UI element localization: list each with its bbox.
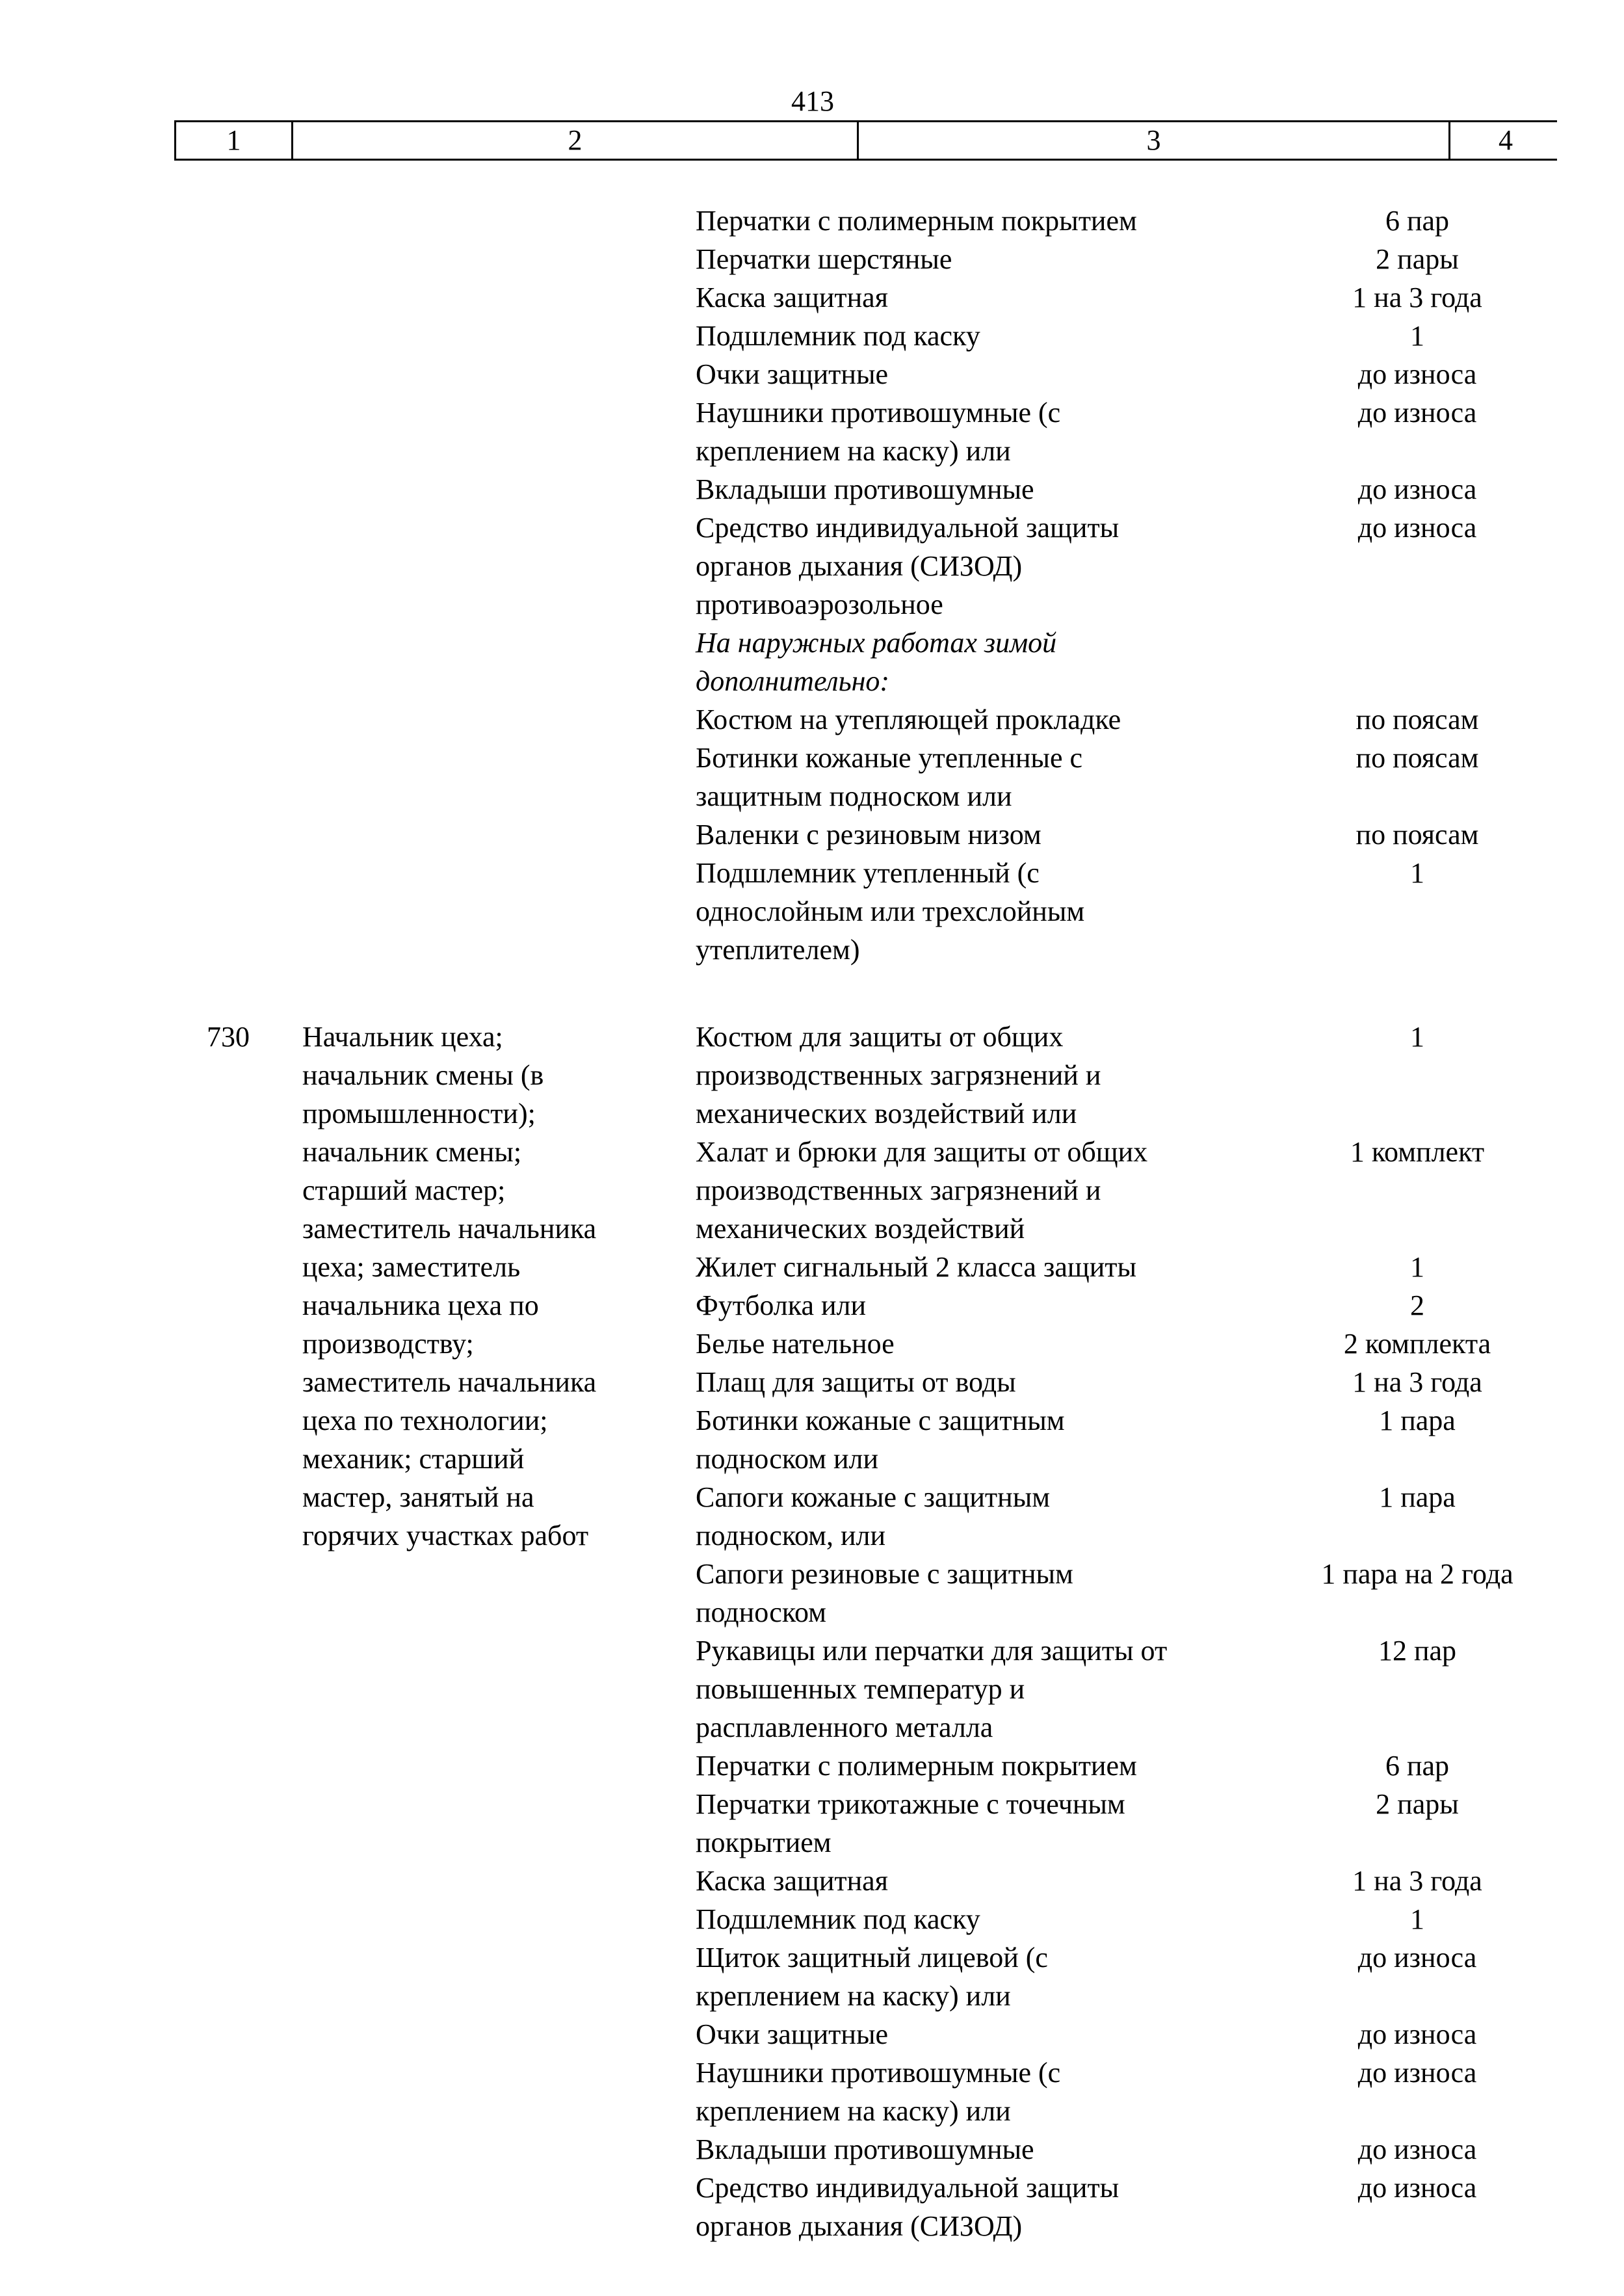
- ppe-item-line: Очки защитные: [696, 358, 889, 390]
- row-number: 730: [207, 1021, 250, 1053]
- issue-norm: 2 пары: [1376, 243, 1459, 275]
- position-line: заместитель начальника: [302, 1213, 597, 1245]
- ppe-item-line: Валенки с резиновым низом: [696, 819, 1041, 851]
- ppe-item-line: Сапоги кожаные с защитным: [696, 1481, 1051, 1513]
- position-line: начальника цеха по: [302, 1289, 539, 1321]
- ppe-item-line: повышенных температур и: [696, 1673, 1025, 1705]
- position-line: заместитель начальника: [302, 1366, 597, 1398]
- issue-norm: 1: [1410, 857, 1424, 889]
- ppe-item-line: Вкладыши противошумные: [696, 2133, 1034, 2165]
- ppe-item-line: На наружных работах зимой: [696, 627, 1057, 659]
- issue-norm: до износа: [1357, 512, 1477, 544]
- ppe-item-line: креплением на каску) или: [696, 2095, 1011, 2127]
- issue-norm: 2: [1410, 1289, 1424, 1321]
- ppe-item-line: Очки защитные: [696, 2018, 889, 2050]
- position-line: начальник смены;: [302, 1136, 522, 1168]
- position-line: цеха по технологии;: [302, 1405, 548, 1436]
- ppe-item-line: Вкладыши противошумные: [696, 473, 1034, 505]
- issue-norm: 1 пара на 2 года: [1321, 1558, 1513, 1590]
- position-line: промышленности);: [302, 1098, 536, 1129]
- position-line: Начальник цеха;: [302, 1021, 503, 1053]
- ppe-item-line: Каска защитная: [696, 1865, 888, 1897]
- ppe-item-line: покрытием: [696, 1827, 832, 1858]
- ppe-item-line: механических воздействий: [696, 1213, 1025, 1245]
- ppe-item-line: расплавленного металла: [696, 1711, 993, 1743]
- issue-norm: 1 комплект: [1350, 1136, 1485, 1168]
- issue-norm: по поясам: [1356, 819, 1479, 851]
- header-col-1: 1: [176, 122, 293, 159]
- ppe-item-line: производственных загрязнений и: [696, 1174, 1101, 1206]
- ppe-item-line: утеплителем): [696, 934, 860, 966]
- position-line: мастер, занятый на: [302, 1481, 534, 1513]
- ppe-item-line: креплением на каску) или: [696, 1980, 1011, 2012]
- issue-norm: 1: [1410, 1903, 1424, 1935]
- issue-norm: до износа: [1357, 358, 1477, 390]
- issue-norm: 12 пар: [1378, 1635, 1457, 1667]
- header-col-2: 2: [293, 122, 859, 159]
- issue-norm: до износа: [1357, 397, 1477, 429]
- issue-norm: до износа: [1357, 2018, 1477, 2050]
- issue-norm: до износа: [1357, 1942, 1477, 1973]
- ppe-item-line: защитным подноском или: [696, 780, 1012, 812]
- issue-norm: 6 пар: [1385, 1750, 1450, 1782]
- ppe-item-line: противоаэрозольное: [696, 588, 943, 620]
- issue-norm: 1: [1410, 1021, 1424, 1053]
- issue-norm: 2 комплекта: [1343, 1328, 1491, 1360]
- ppe-item-line: Футболка или: [696, 1289, 867, 1321]
- position-line: производству;: [302, 1328, 474, 1360]
- ppe-item-line: креплением на каску) или: [696, 435, 1011, 467]
- ppe-item-line: дополнительно:: [696, 665, 890, 697]
- position-line: цеха; заместитель: [302, 1251, 521, 1283]
- issue-norm: 1 пара: [1379, 1481, 1456, 1513]
- ppe-item-line: Подшлемник утепленный (с: [696, 857, 1040, 889]
- ppe-item-line: производственных загрязнений и: [696, 1059, 1101, 1091]
- ppe-item-line: Ботинки кожаные с защитным: [696, 1405, 1065, 1436]
- ppe-item-line: Подшлемник под каску: [696, 1903, 980, 1935]
- ppe-item-line: Наушники противошумные (с: [696, 397, 1061, 429]
- ppe-item-line: Халат и брюки для защиты от общих: [696, 1136, 1148, 1168]
- position-line: механик; старший: [302, 1443, 525, 1475]
- ppe-item-line: Плащ для защиты от воды: [696, 1366, 1016, 1398]
- ppe-item-line: Костюм на утепляющей прокладке: [696, 704, 1121, 735]
- issue-norm: до износа: [1357, 473, 1477, 505]
- ppe-item-line: Наушники противошумные (с: [696, 2057, 1061, 2089]
- ppe-item-line: органов дыхания (СИЗОД): [696, 550, 1023, 582]
- position-line: начальник смены (в: [302, 1059, 544, 1091]
- ppe-item-line: Перчатки шерстяные: [696, 243, 952, 275]
- issue-norm: 1 на 3 года: [1352, 1865, 1482, 1897]
- ppe-item-line: Средство индивидуальной защиты: [696, 2172, 1120, 2204]
- issue-norm: 6 пар: [1385, 205, 1450, 237]
- ppe-item-line: Щиток защитный лицевой (с: [696, 1942, 1048, 1973]
- issue-norm: 1 на 3 года: [1352, 1366, 1482, 1398]
- ppe-item-line: Рукавицы или перчатки для защиты от: [696, 1635, 1168, 1667]
- ppe-item-line: Каска защитная: [696, 282, 888, 313]
- ppe-item-line: Перчатки с полимерным покрытием: [696, 205, 1137, 237]
- issue-norm: 1 пара: [1379, 1405, 1456, 1436]
- issue-norm: 1 на 3 года: [1352, 282, 1482, 313]
- issue-norm: до износа: [1357, 2057, 1477, 2089]
- ppe-item-line: Костюм для защиты от общих: [696, 1021, 1064, 1053]
- page-number: 413: [791, 85, 834, 117]
- ppe-item-line: Перчатки трикотажные с точечным: [696, 1788, 1125, 1820]
- issue-norm: по поясам: [1356, 704, 1479, 735]
- ppe-item-line: Средство индивидуальной защиты: [696, 512, 1120, 544]
- ppe-item-line: Жилет сигнальный 2 класса защиты: [696, 1251, 1137, 1283]
- ppe-item-line: Белье нательное: [696, 1328, 895, 1360]
- issue-norm: до износа: [1357, 2133, 1477, 2165]
- ppe-item-line: Сапоги резиновые с защитным: [696, 1558, 1073, 1590]
- ppe-item-line: подноском: [696, 1596, 826, 1628]
- position-line: горячих участках работ: [302, 1520, 589, 1551]
- ppe-item-line: Подшлемник под каску: [696, 320, 980, 352]
- header-col-4: 4: [1499, 124, 1513, 156]
- ppe-item-line: Перчатки с полимерным покрытием: [696, 1750, 1137, 1782]
- issue-norm: 1: [1410, 1251, 1424, 1283]
- ppe-item-line: органов дыхания (СИЗОД): [696, 2210, 1023, 2242]
- issue-norm: 2 пары: [1376, 1788, 1459, 1820]
- table-header: [174, 120, 1557, 161]
- position-line: старший мастер;: [302, 1174, 506, 1206]
- ppe-item-line: механических воздействий или: [696, 1098, 1077, 1129]
- ppe-item-line: однослойным или трехслойным: [696, 895, 1085, 927]
- ppe-item-line: Ботинки кожаные утепленные с: [696, 742, 1083, 774]
- issue-norm: 1: [1410, 320, 1424, 352]
- ppe-item-line: подноском или: [696, 1443, 879, 1475]
- header-col-3: 3: [859, 122, 1450, 159]
- issue-norm: до износа: [1357, 2172, 1477, 2204]
- ppe-item-line: подноском, или: [696, 1520, 886, 1551]
- issue-norm: по поясам: [1356, 742, 1479, 774]
